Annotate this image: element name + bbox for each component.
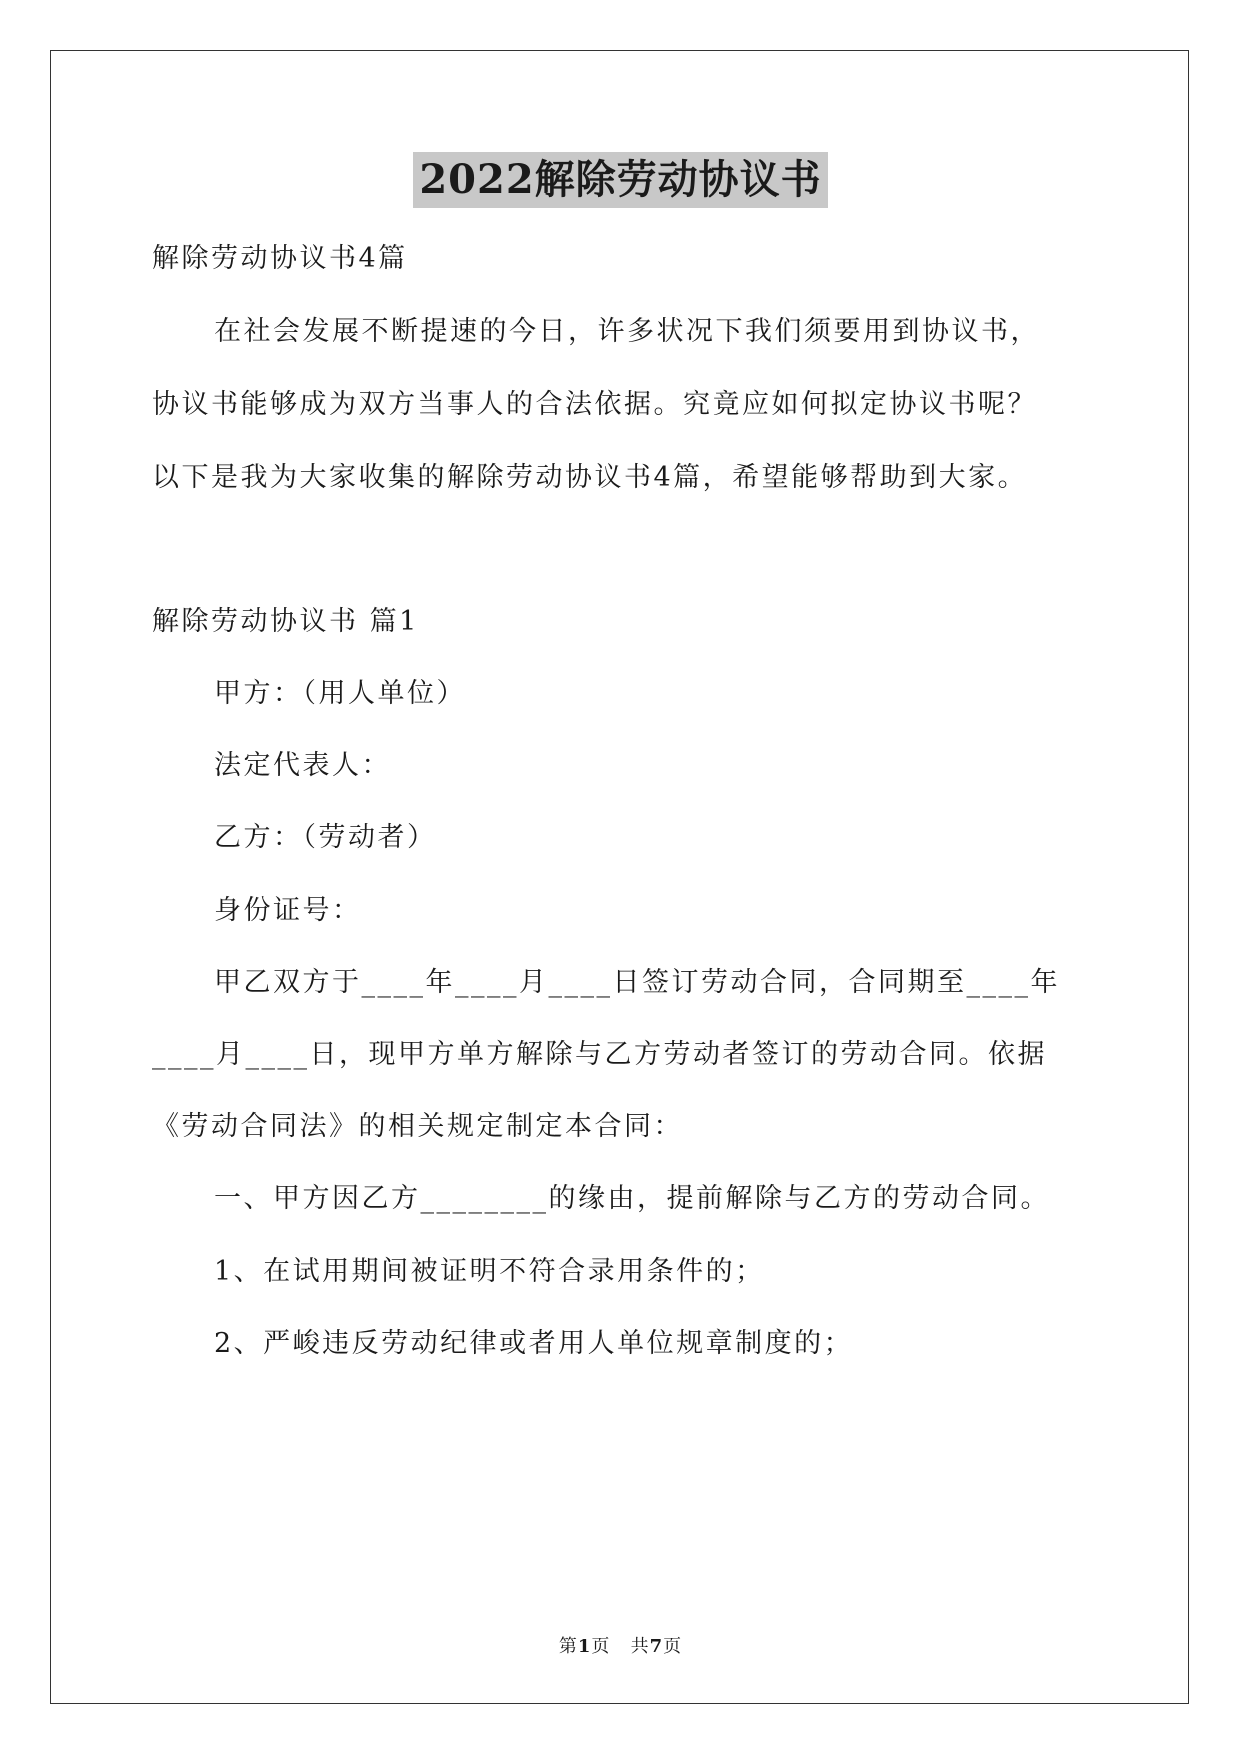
- clause-line: 一、甲方因乙方________的缘由，提前解除与乙方的劳动合同。: [214, 1183, 1050, 1214]
- list-item: 2、严峻违反劳动纪律或者用人单位规章制度的；: [214, 1328, 854, 1359]
- paragraph-line: 在社会发展不断提速的今日，许多状况下我们须要用到协议书，: [214, 316, 1040, 347]
- total-pages-number: 7: [649, 1636, 664, 1657]
- paragraph-line: 协议书能够成为双方当事人的合法依据。究竟应如何拟定协议书呢？: [152, 389, 1037, 420]
- total-unit: 页: [663, 1636, 683, 1657]
- paragraph-line: 甲乙双方于____年____月____日签订劳动合同，合同期至____年: [214, 967, 1060, 998]
- document-title: 2022解除劳动协议书: [413, 152, 827, 208]
- title-container: [0, 152, 1241, 208]
- list-item: 1、在试用期间被证明不符合录用条件的；: [214, 1256, 765, 1287]
- paragraph-line: 以下是我为大家收集的解除劳动协议书4篇，希望能够帮助到大家。: [152, 462, 1028, 493]
- paragraph-line: 《劳动合同法》的相关规定制定本合同：: [152, 1111, 683, 1142]
- chapter-heading: 解除劳动协议书 篇1: [152, 606, 419, 637]
- id-number-line: 身份证号：: [214, 895, 362, 926]
- section-heading: 解除劳动协议书4篇: [152, 243, 408, 274]
- page-unit: 页: [591, 1636, 611, 1657]
- paragraph-line: ____月____日，现甲方单方解除与乙方劳动者签订的劳动合同。依据: [152, 1039, 1047, 1070]
- party-b-line: 乙方：（劳动者）: [214, 822, 437, 853]
- total-prefix: 共: [630, 1636, 650, 1657]
- current-page-number: 1: [577, 1636, 592, 1657]
- page-footer: [0, 1632, 1241, 1658]
- page-border: [50, 50, 1189, 1704]
- page-prefix: 第: [558, 1636, 578, 1657]
- legal-representative-line: 法定代表人：: [214, 750, 391, 781]
- party-a-line: 甲方：（用人单位）: [214, 678, 466, 709]
